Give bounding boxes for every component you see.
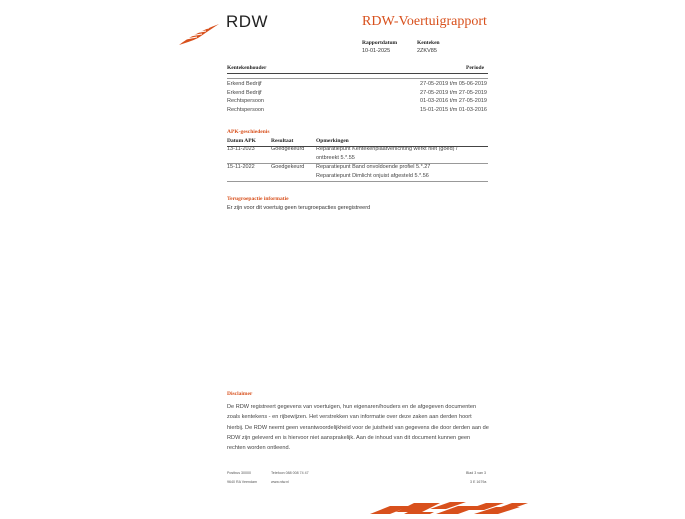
rdw-footer-stripes-icon bbox=[370, 500, 530, 514]
apk-col-result: Resultaat bbox=[271, 138, 294, 144]
owners-col-holder: Kentekenhouder bbox=[227, 65, 267, 71]
recall-text: Er zijn voor dit voertuig geen terugroepacties geregistreerd bbox=[227, 205, 371, 211]
owners-header-rule bbox=[227, 73, 488, 74]
footer-postbox: Postbus 30000 bbox=[227, 471, 251, 475]
owners-col-period: Periode bbox=[466, 65, 485, 71]
apk-remark: Reparatiepunt Band onvoldoende profiel 5.*.27 bbox=[316, 164, 431, 170]
owner-period: 01-03-2016 t/m 27-05-2019 bbox=[420, 98, 487, 104]
footer-page: Blad 3 van 3 bbox=[466, 471, 486, 475]
report-title: RDW-Voertuigrapport bbox=[362, 14, 487, 29]
apk-remark: Reparatiepunt Dimlicht onjuist afgesteld 5.*.56 bbox=[316, 173, 429, 179]
apk-result: Goedgekeurd bbox=[271, 164, 305, 170]
apk-date: 15-11-2022 bbox=[227, 164, 255, 170]
logo-text: RDW bbox=[226, 12, 269, 31]
owner-period: 27-05-2019 t/m 05-06-2019 bbox=[420, 81, 487, 87]
apk-date: 13-11-2023 bbox=[227, 146, 255, 152]
recall-section-title: Terugroepactie informatie bbox=[227, 196, 289, 202]
kenteken-value: 2ZKV85 bbox=[417, 48, 437, 54]
footer-phone: Telefoon 088 008 74 47 bbox=[271, 471, 309, 475]
rdw-wing-logo-icon bbox=[178, 22, 220, 46]
owner-holder: Rechtspersoon bbox=[227, 98, 264, 104]
apk-result: Goedgekeurd bbox=[271, 146, 305, 152]
apk-section-title: APK-geschiedenis bbox=[227, 129, 270, 135]
apk-bottom-rule bbox=[227, 181, 488, 182]
footer-website: www.rdw.nl bbox=[271, 480, 289, 484]
owner-holder: Rechtspersoon bbox=[227, 107, 264, 113]
apk-col-remarks: Opmerkingen bbox=[316, 138, 349, 144]
apk-col-date: Datum APK bbox=[227, 138, 256, 144]
apk-remark: ontbreekt 5.*.55 bbox=[316, 155, 355, 161]
footer-city: 9640 RA Veendam bbox=[227, 480, 257, 484]
owner-period: 27-05-2019 t/m 27-05-2019 bbox=[420, 90, 487, 96]
rapportdatum-label: Rapportdatum bbox=[362, 40, 398, 46]
rapportdatum-value: 10-01-2025 bbox=[362, 48, 391, 54]
owner-row bbox=[227, 97, 487, 106]
footer-code: 3 E 1679a bbox=[470, 480, 487, 484]
disclaimer-text: De RDW registreert gegevens van voertuigen, hun eigenaren/houders en de afgegeven documenten zoals kentekens - en rijbewijzen. Het verstrekken van informatie over deze zaken aan derden hoort hierbij. De RDW neemt geen verantwoordelijkheid voor de juistheid van gegevens die door derden aan de RDW zijn geleverd en is hiervoor niet aansprakelijk. Aan de inhoud van dit document kunnen geen rechten worden ontleend. bbox=[227, 404, 489, 452]
owner-row bbox=[227, 106, 487, 115]
owner-row bbox=[227, 80, 487, 89]
owner-period: 15-01-2015 t/m 01-03-2016 bbox=[420, 107, 487, 113]
apk-remark: Reparatiepunt Kentekenplaatverlichting werkt niet (goed) / bbox=[316, 146, 458, 152]
kenteken-label: Kenteken bbox=[417, 40, 440, 46]
owners-body-rule bbox=[227, 78, 488, 79]
owner-holder: Erkend Bedrijf bbox=[227, 81, 262, 87]
owner-holder: Erkend Bedrijf bbox=[227, 90, 262, 96]
disclaimer-title: Disclaimer bbox=[227, 391, 253, 397]
